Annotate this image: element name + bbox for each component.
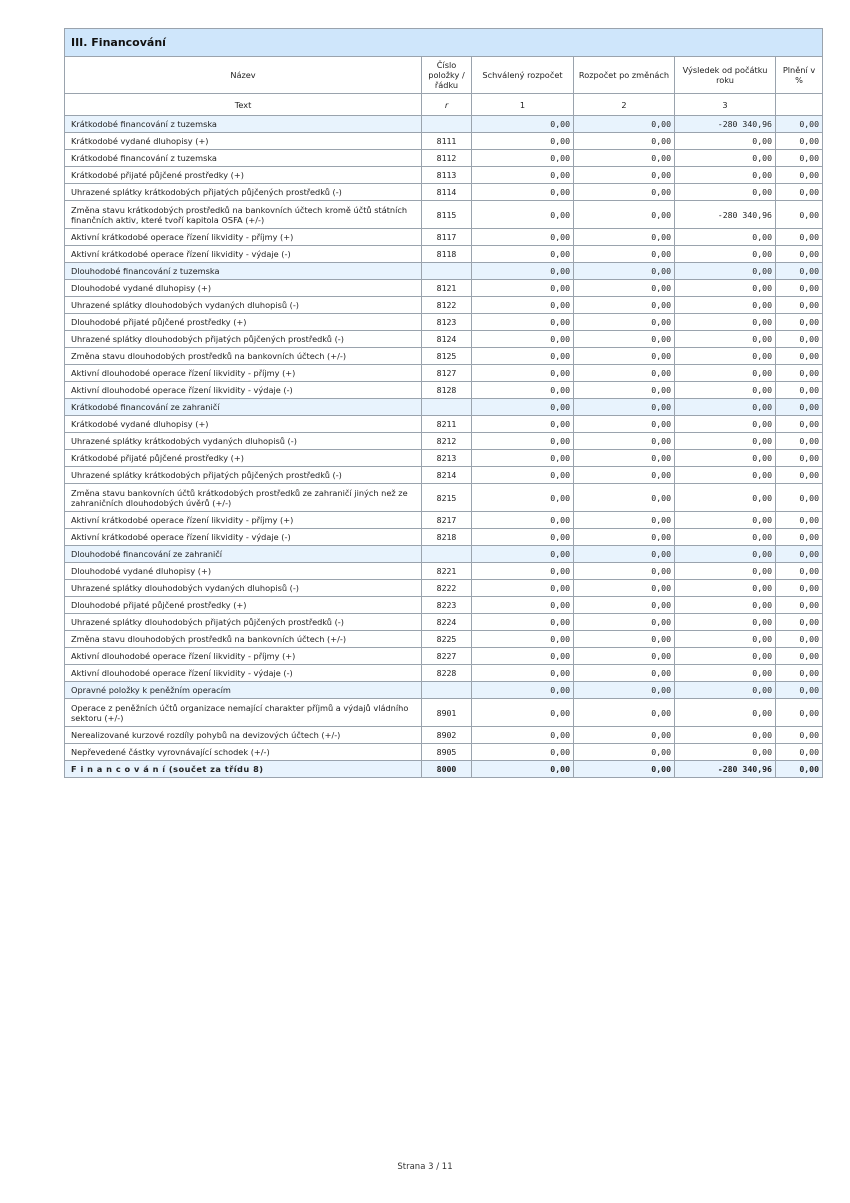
row-name: Krátkodobé vydané dluhopisy (+) (65, 416, 422, 433)
row-approved-budget: 0,00 (472, 761, 574, 778)
row-code: 8112 (422, 150, 472, 167)
row-result-ytd: 0,00 (675, 631, 776, 648)
row-result-ytd: 0,00 (675, 512, 776, 529)
row-code: 8122 (422, 297, 472, 314)
row-result-ytd: 0,00 (675, 133, 776, 150)
row-approved-budget: 0,00 (472, 597, 574, 614)
row-result-ytd: 0,00 (675, 744, 776, 761)
row-name: Dlouhodobé financování z tuzemska (65, 263, 422, 280)
row-fulfilment-pct: 0,00 (776, 116, 823, 133)
row-code (422, 116, 472, 133)
row-fulfilment-pct: 0,00 (776, 727, 823, 744)
row-name: Aktivní dlouhodobé operace řízení likvidity - příjmy (+) (65, 365, 422, 382)
row-result-ytd: 0,00 (675, 614, 776, 631)
row-name: Uhrazené splátky dlouhodobých přijatých půjčených prostředků (-) (65, 331, 422, 348)
row-budget-after-changes: 0,00 (574, 467, 675, 484)
row-result-ytd: 0,00 (675, 365, 776, 382)
section-row (65, 546, 823, 563)
row-code (422, 546, 472, 563)
row-budget-after-changes: 0,00 (574, 546, 675, 563)
row-fulfilment-pct: 0,00 (776, 229, 823, 246)
row-fulfilment-pct: 0,00 (776, 467, 823, 484)
row-fulfilment-pct: 0,00 (776, 614, 823, 631)
row-code: 8227 (422, 648, 472, 665)
row-code: 8217 (422, 512, 472, 529)
row-fulfilment-pct: 0,00 (776, 416, 823, 433)
row-code (422, 399, 472, 416)
financing-sheet (64, 28, 822, 778)
row-code: 8222 (422, 580, 472, 597)
row-approved-budget: 0,00 (472, 150, 574, 167)
row-fulfilment-pct: 0,00 (776, 648, 823, 665)
row-result-ytd: 0,00 (675, 184, 776, 201)
row-fulfilment-pct: 0,00 (776, 314, 823, 331)
table-row (65, 727, 823, 744)
row-approved-budget: 0,00 (472, 331, 574, 348)
row-fulfilment-pct: 0,00 (776, 580, 823, 597)
table-row (65, 416, 823, 433)
table-row (65, 229, 823, 246)
index-code: r (422, 94, 472, 116)
row-approved-budget: 0,00 (472, 229, 574, 246)
row-name: Krátkodobé financování z tuzemska (65, 116, 422, 133)
row-code: 8125 (422, 348, 472, 365)
row-approved-budget: 0,00 (472, 580, 574, 597)
total-row (65, 761, 823, 778)
row-code: 8115 (422, 201, 472, 229)
row-code: 8121 (422, 280, 472, 297)
table-row (65, 314, 823, 331)
row-result-ytd: 0,00 (675, 580, 776, 597)
row-name: Uhrazené splátky dlouhodobých vydaných dluhopisů (-) (65, 297, 422, 314)
row-approved-budget: 0,00 (472, 744, 574, 761)
row-budget-after-changes: 0,00 (574, 297, 675, 314)
table-row (65, 580, 823, 597)
row-fulfilment-pct: 0,00 (776, 665, 823, 682)
row-result-ytd: 0,00 (675, 727, 776, 744)
row-code: 8128 (422, 382, 472, 399)
row-name: Krátkodobé přijaté půjčené prostředky (+) (65, 450, 422, 467)
row-fulfilment-pct: 0,00 (776, 246, 823, 263)
row-code: 8221 (422, 563, 472, 580)
table-row (65, 512, 823, 529)
row-result-ytd: 0,00 (675, 484, 776, 512)
row-budget-after-changes: 0,00 (574, 727, 675, 744)
row-approved-budget: 0,00 (472, 699, 574, 727)
table-row (65, 382, 823, 399)
row-budget-after-changes: 0,00 (574, 699, 675, 727)
row-result-ytd: 0,00 (675, 597, 776, 614)
row-budget-after-changes: 0,00 (574, 280, 675, 297)
row-fulfilment-pct: 0,00 (776, 529, 823, 546)
section-row (65, 399, 823, 416)
row-name: Dlouhodobé vydané dluhopisy (+) (65, 563, 422, 580)
index-row (65, 94, 823, 116)
page-number: Strana 3 / 11 (397, 1162, 453, 1172)
row-result-ytd: 0,00 (675, 314, 776, 331)
table-row (65, 450, 823, 467)
row-code: 8123 (422, 314, 472, 331)
section-row (65, 682, 823, 699)
row-fulfilment-pct: 0,00 (776, 761, 823, 778)
row-budget-after-changes: 0,00 (574, 450, 675, 467)
row-fulfilment-pct: 0,00 (776, 365, 823, 382)
row-fulfilment-pct: 0,00 (776, 512, 823, 529)
row-budget-after-changes: 0,00 (574, 314, 675, 331)
row-approved-budget: 0,00 (472, 727, 574, 744)
row-code: 8228 (422, 665, 472, 682)
row-result-ytd: 0,00 (675, 331, 776, 348)
header-approved-budget: Schválený rozpočet (472, 57, 574, 94)
row-fulfilment-pct: 0,00 (776, 382, 823, 399)
row-code: 8213 (422, 450, 472, 467)
row-name: Uhrazené splátky krátkodobých přijatých půjčených prostředků (-) (65, 184, 422, 201)
row-name: Aktivní krátkodobé operace řízení likvidity - výdaje (-) (65, 246, 422, 263)
row-budget-after-changes: 0,00 (574, 382, 675, 399)
table-row (65, 563, 823, 580)
row-budget-after-changes: 0,00 (574, 399, 675, 416)
row-name: Dlouhodobé přijaté půjčené prostředky (+) (65, 314, 422, 331)
row-fulfilment-pct: 0,00 (776, 433, 823, 450)
row-code: 8905 (422, 744, 472, 761)
row-fulfilment-pct: 0,00 (776, 399, 823, 416)
header-result-ytd: Výsledek od počátku roku (675, 57, 776, 94)
row-budget-after-changes: 0,00 (574, 484, 675, 512)
row-fulfilment-pct: 0,00 (776, 744, 823, 761)
row-code: 8214 (422, 467, 472, 484)
row-approved-budget: 0,00 (472, 529, 574, 546)
row-code: 8000 (422, 761, 472, 778)
table-row (65, 433, 823, 450)
row-result-ytd: 0,00 (675, 348, 776, 365)
row-name: Uhrazené splátky krátkodobých vydaných dluhopisů (-) (65, 433, 422, 450)
row-result-ytd: 0,00 (675, 467, 776, 484)
row-code: 8117 (422, 229, 472, 246)
table-row (65, 348, 823, 365)
row-code: 8212 (422, 433, 472, 450)
row-budget-after-changes: 0,00 (574, 246, 675, 263)
header-row (65, 57, 823, 94)
row-code: 8118 (422, 246, 472, 263)
row-budget-after-changes: 0,00 (574, 563, 675, 580)
financing-table (64, 28, 823, 778)
index-col4 (776, 94, 823, 116)
row-result-ytd: 0,00 (675, 563, 776, 580)
row-fulfilment-pct: 0,00 (776, 167, 823, 184)
table-row (65, 150, 823, 167)
table-row (65, 631, 823, 648)
row-budget-after-changes: 0,00 (574, 133, 675, 150)
index-name: Text (65, 94, 422, 116)
row-name: Změna stavu dlouhodobých prostředků na bankovních účtech (+/-) (65, 348, 422, 365)
table-row (65, 484, 823, 512)
row-budget-after-changes: 0,00 (574, 184, 675, 201)
row-code: 8113 (422, 167, 472, 184)
row-approved-budget: 0,00 (472, 665, 574, 682)
row-fulfilment-pct: 0,00 (776, 699, 823, 727)
row-fulfilment-pct: 0,00 (776, 263, 823, 280)
row-name: Uhrazené splátky dlouhodobých vydaných dluhopisů (-) (65, 580, 422, 597)
row-approved-budget: 0,00 (472, 631, 574, 648)
row-name: Krátkodobé financování z tuzemska (65, 150, 422, 167)
row-code: 8902 (422, 727, 472, 744)
row-result-ytd: 0,00 (675, 416, 776, 433)
table-row (65, 184, 823, 201)
row-name: Aktivní krátkodobé operace řízení likvidity - výdaje (-) (65, 529, 422, 546)
row-approved-budget: 0,00 (472, 348, 574, 365)
row-result-ytd: -280 340,96 (675, 201, 776, 229)
row-name: Aktivní dlouhodobé operace řízení likvidity - výdaje (-) (65, 382, 422, 399)
row-name: Aktivní krátkodobé operace řízení likvidity - příjmy (+) (65, 512, 422, 529)
row-name: Opravné položky k peněžním operacím (65, 682, 422, 699)
row-approved-budget: 0,00 (472, 450, 574, 467)
row-budget-after-changes: 0,00 (574, 580, 675, 597)
row-result-ytd: 0,00 (675, 665, 776, 682)
row-budget-after-changes: 0,00 (574, 201, 675, 229)
table-row (65, 597, 823, 614)
row-fulfilment-pct: 0,00 (776, 631, 823, 648)
row-approved-budget: 0,00 (472, 614, 574, 631)
row-name: Aktivní dlouhodobé operace řízení likvidity - příjmy (+) (65, 648, 422, 665)
row-budget-after-changes: 0,00 (574, 150, 675, 167)
row-name: Změna stavu krátkodobých prostředků na bankovních účtech kromě účtů státních finančních aktiv, které tvoří kapitola OSFA (+/-) (65, 201, 422, 229)
header-name: Název (65, 57, 422, 94)
row-approved-budget: 0,00 (472, 467, 574, 484)
row-code: 8114 (422, 184, 472, 201)
section-row (65, 116, 823, 133)
row-budget-after-changes: 0,00 (574, 331, 675, 348)
row-name: Nerealizované kurzové rozdíly pohybů na devizových účtech (+/-) (65, 727, 422, 744)
row-budget-after-changes: 0,00 (574, 761, 675, 778)
row-approved-budget: 0,00 (472, 314, 574, 331)
table-row (65, 246, 823, 263)
row-result-ytd: -280 340,96 (675, 761, 776, 778)
header-code: Číslo položky / řádku (422, 57, 472, 94)
table-row (65, 648, 823, 665)
row-fulfilment-pct: 0,00 (776, 546, 823, 563)
row-code: 8124 (422, 331, 472, 348)
row-budget-after-changes: 0,00 (574, 665, 675, 682)
row-code: 8901 (422, 699, 472, 727)
row-result-ytd: 0,00 (675, 382, 776, 399)
row-approved-budget: 0,00 (472, 382, 574, 399)
row-approved-budget: 0,00 (472, 184, 574, 201)
row-result-ytd: -280 340,96 (675, 116, 776, 133)
row-budget-after-changes: 0,00 (574, 512, 675, 529)
section-title: III. Financování (65, 29, 823, 57)
row-code: 8224 (422, 614, 472, 631)
row-approved-budget: 0,00 (472, 563, 574, 580)
row-approved-budget: 0,00 (472, 433, 574, 450)
row-approved-budget: 0,00 (472, 263, 574, 280)
row-result-ytd: 0,00 (675, 450, 776, 467)
table-row (65, 280, 823, 297)
row-name: Krátkodobé financování ze zahraničí (65, 399, 422, 416)
row-result-ytd: 0,00 (675, 280, 776, 297)
row-fulfilment-pct: 0,00 (776, 133, 823, 150)
row-budget-after-changes: 0,00 (574, 416, 675, 433)
row-name: Aktivní dlouhodobé operace řízení likvidity - výdaje (-) (65, 665, 422, 682)
table-row (65, 201, 823, 229)
row-code: 8225 (422, 631, 472, 648)
index-col3: 3 (675, 94, 776, 116)
row-fulfilment-pct: 0,00 (776, 331, 823, 348)
row-fulfilment-pct: 0,00 (776, 297, 823, 314)
row-result-ytd: 0,00 (675, 229, 776, 246)
row-name: Uhrazené splátky krátkodobých přijatých půjčených prostředků (-) (65, 467, 422, 484)
table-row (65, 331, 823, 348)
index-col1: 1 (472, 94, 574, 116)
table-row (65, 467, 823, 484)
row-approved-budget: 0,00 (472, 246, 574, 263)
row-code: 8215 (422, 484, 472, 512)
row-result-ytd: 0,00 (675, 648, 776, 665)
row-code (422, 263, 472, 280)
row-name: Operace z peněžních účtů organizace nemající charakter příjmů a výdajů vládního sektoru (+/-) (65, 699, 422, 727)
row-name: Aktivní krátkodobé operace řízení likvidity - příjmy (+) (65, 229, 422, 246)
table-row (65, 665, 823, 682)
row-approved-budget: 0,00 (472, 648, 574, 665)
row-budget-after-changes: 0,00 (574, 682, 675, 699)
row-result-ytd: 0,00 (675, 263, 776, 280)
row-approved-budget: 0,00 (472, 512, 574, 529)
row-approved-budget: 0,00 (472, 546, 574, 563)
row-code: 8223 (422, 597, 472, 614)
index-col2: 2 (574, 94, 675, 116)
row-name: Dlouhodobé financování ze zahraničí (65, 546, 422, 563)
row-fulfilment-pct: 0,00 (776, 150, 823, 167)
row-name: Změna stavu dlouhodobých prostředků na bankovních účtech (+/-) (65, 631, 422, 648)
header-fulfilment-pct: Plnění v % (776, 57, 823, 94)
row-result-ytd: 0,00 (675, 699, 776, 727)
row-code: 8127 (422, 365, 472, 382)
table-row (65, 614, 823, 631)
table-row (65, 699, 823, 727)
row-budget-after-changes: 0,00 (574, 365, 675, 382)
row-fulfilment-pct: 0,00 (776, 682, 823, 699)
row-fulfilment-pct: 0,00 (776, 201, 823, 229)
row-approved-budget: 0,00 (472, 399, 574, 416)
row-approved-budget: 0,00 (472, 416, 574, 433)
header-budget-after-changes: Rozpočet po změnách (574, 57, 675, 94)
row-name: F i n a n c o v á n í (součet za třídu 8) (65, 761, 422, 778)
row-code (422, 682, 472, 699)
row-result-ytd: 0,00 (675, 246, 776, 263)
row-result-ytd: 0,00 (675, 399, 776, 416)
row-budget-after-changes: 0,00 (574, 348, 675, 365)
row-fulfilment-pct: 0,00 (776, 280, 823, 297)
row-code: 8111 (422, 133, 472, 150)
row-fulfilment-pct: 0,00 (776, 597, 823, 614)
section-title-row (65, 29, 823, 57)
row-result-ytd: 0,00 (675, 546, 776, 563)
row-budget-after-changes: 0,00 (574, 529, 675, 546)
row-fulfilment-pct: 0,00 (776, 348, 823, 365)
row-budget-after-changes: 0,00 (574, 614, 675, 631)
row-result-ytd: 0,00 (675, 297, 776, 314)
row-approved-budget: 0,00 (472, 365, 574, 382)
row-fulfilment-pct: 0,00 (776, 484, 823, 512)
table-row (65, 529, 823, 546)
row-name: Krátkodobé přijaté půjčené prostředky (+) (65, 167, 422, 184)
row-fulfilment-pct: 0,00 (776, 450, 823, 467)
row-budget-after-changes: 0,00 (574, 597, 675, 614)
table-row (65, 133, 823, 150)
row-approved-budget: 0,00 (472, 682, 574, 699)
row-approved-budget: 0,00 (472, 484, 574, 512)
row-approved-budget: 0,00 (472, 133, 574, 150)
row-budget-after-changes: 0,00 (574, 263, 675, 280)
row-budget-after-changes: 0,00 (574, 433, 675, 450)
section-row (65, 263, 823, 280)
table-row (65, 297, 823, 314)
row-name: Nepřevedené částky vyrovnávající schodek (+/-) (65, 744, 422, 761)
row-code: 8218 (422, 529, 472, 546)
table-row (65, 167, 823, 184)
row-result-ytd: 0,00 (675, 529, 776, 546)
row-fulfilment-pct: 0,00 (776, 184, 823, 201)
row-budget-after-changes: 0,00 (574, 229, 675, 246)
row-fulfilment-pct: 0,00 (776, 563, 823, 580)
row-approved-budget: 0,00 (472, 167, 574, 184)
row-result-ytd: 0,00 (675, 150, 776, 167)
row-approved-budget: 0,00 (472, 116, 574, 133)
row-name: Dlouhodobé vydané dluhopisy (+) (65, 280, 422, 297)
row-code: 8211 (422, 416, 472, 433)
row-approved-budget: 0,00 (472, 280, 574, 297)
row-approved-budget: 0,00 (472, 201, 574, 229)
row-approved-budget: 0,00 (472, 297, 574, 314)
row-budget-after-changes: 0,00 (574, 167, 675, 184)
table-row (65, 744, 823, 761)
row-result-ytd: 0,00 (675, 433, 776, 450)
row-budget-after-changes: 0,00 (574, 116, 675, 133)
row-budget-after-changes: 0,00 (574, 744, 675, 761)
row-name: Změna stavu bankovních účtů krátkodobých prostředků ze zahraničí jiných než ze zahraničních dlouhodobých úvěrů (+/-) (65, 484, 422, 512)
row-name: Krátkodobé vydané dluhopisy (+) (65, 133, 422, 150)
row-name: Dlouhodobé přijaté půjčené prostředky (+) (65, 597, 422, 614)
row-budget-after-changes: 0,00 (574, 648, 675, 665)
row-budget-after-changes: 0,00 (574, 631, 675, 648)
row-result-ytd: 0,00 (675, 167, 776, 184)
row-result-ytd: 0,00 (675, 682, 776, 699)
table-row (65, 365, 823, 382)
row-name: Uhrazené splátky dlouhodobých přijatých půjčených prostředků (-) (65, 614, 422, 631)
